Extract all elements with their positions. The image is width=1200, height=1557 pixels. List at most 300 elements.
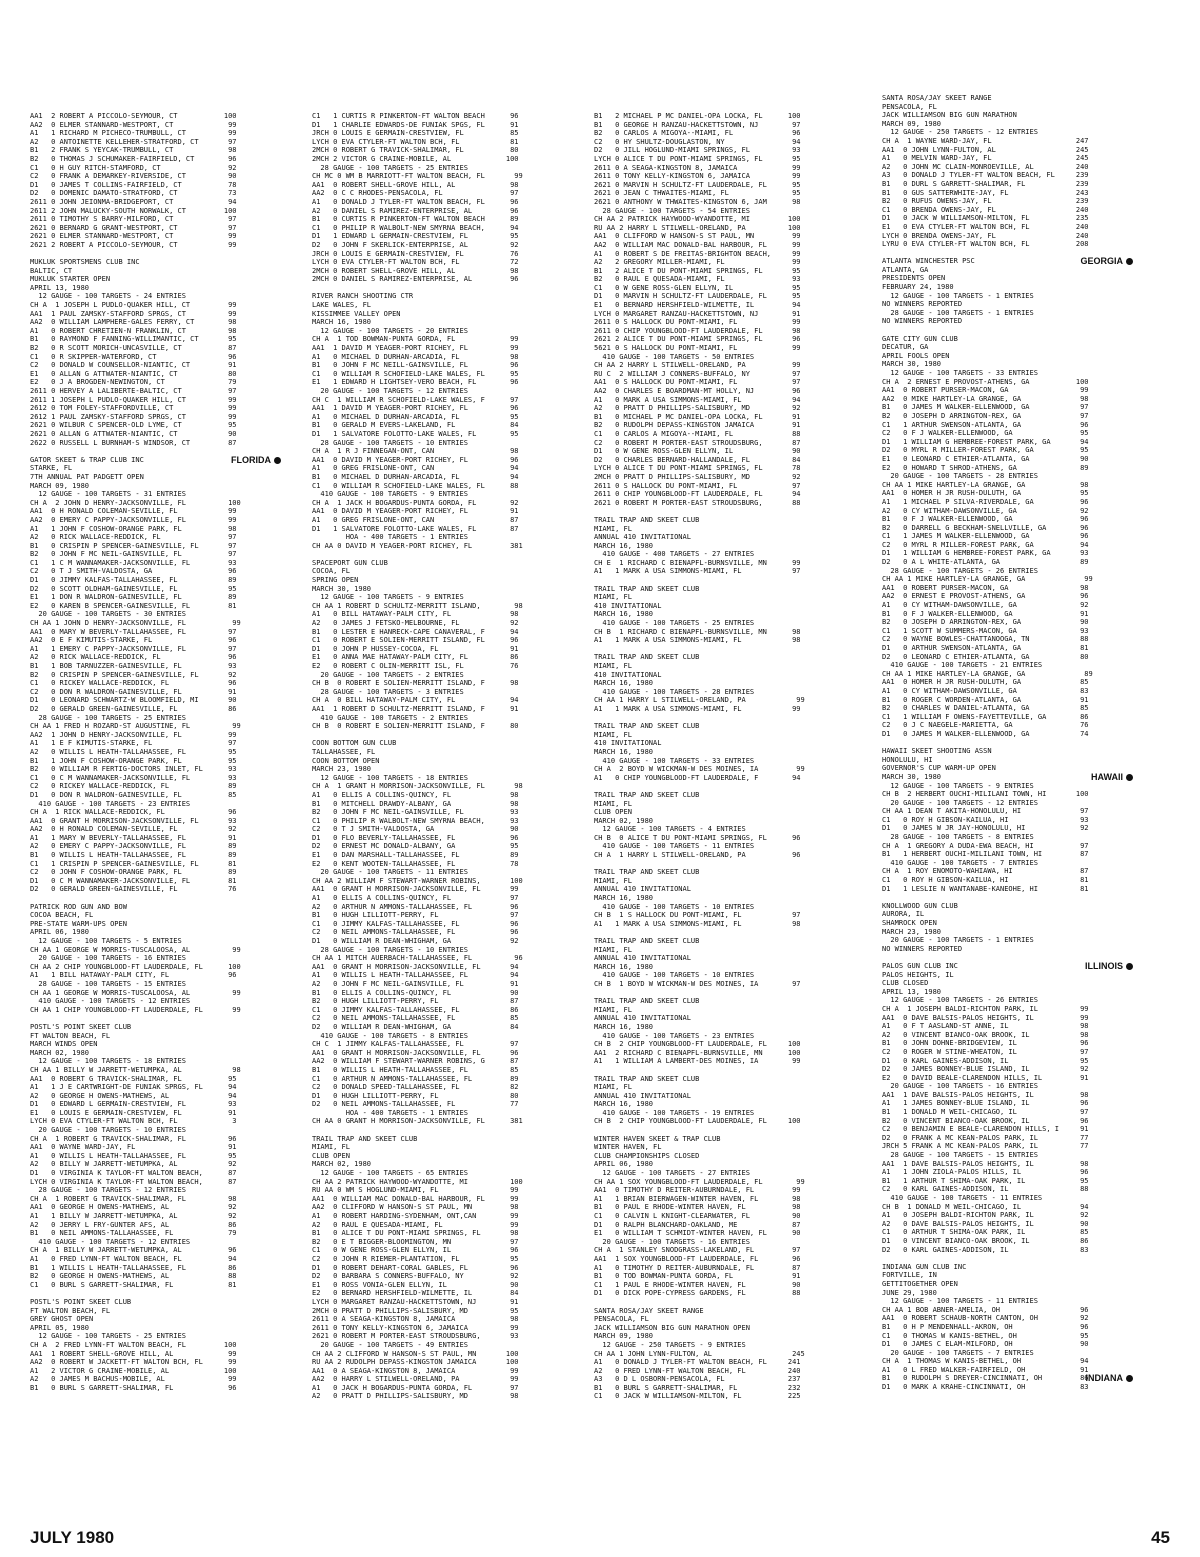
state-heading: INDIANA	[1086, 1374, 1134, 1383]
result-line: A1 0 ROBERT CHRETIEN-N FRANKLIN, CT 98	[30, 326, 237, 335]
result-line: 28 GAUGE - 100 TARGETS - 54 ENTRIES	[594, 206, 750, 215]
result-line: C2 0 ROGER W STINE-WHEATON, IL 97	[882, 1047, 1089, 1056]
result-line: B1 0 PAUL E RHODE-WINTER HAVEN, FL 98	[594, 1203, 801, 1212]
result-line: CH B 2 CHIP YOUNGBLOOD-FT LAUDERDALE, FL 100	[594, 1040, 801, 1049]
result-line: CH AA 1 GEORGE W MORRIS-TUSCALOOSA, AL 99	[30, 945, 241, 954]
result-line: 2621 0 ROBERT M PORTER-EAST STROUDSBURG, 88	[594, 498, 801, 507]
result-line: KISSIMMEE VALLEY OPEN	[312, 309, 401, 318]
result-line: A3 0 DONALD J TYLER-FT WALTON BEACH, FL 239	[882, 171, 1089, 180]
result-line: 20 GAUGE - 100 TARGETS - 28 ENTRIES	[882, 472, 1038, 481]
result-line: 28 GAUGE - 100 TARGETS - 1 ENTRIES	[882, 308, 1034, 317]
result-line: D2 0 JAMES BONNEY-BLUE ISLAND, IL 92	[882, 1065, 1089, 1074]
result-line: SHAMROCK OPEN	[882, 919, 937, 927]
result-line: A1 0 ROBERT S DE FREITAS-BRIGHTON BEACH, 99	[594, 249, 801, 258]
result-line: 12 GAUGE - 100 TARGETS - 27 ENTRIES	[594, 1169, 750, 1178]
result-line: PATRICK ROD GUN AND BOW	[30, 902, 127, 911]
result-line: CH B 0 ALICE T DU PONT-MIAMI SPRINGS, FL 96	[594, 833, 801, 842]
result-line: B2 0 THOMAS J SCHUMAKER-FAIRFIELD, CT 96	[30, 154, 237, 163]
result-line: AA2 0 MIKE HARTLEY-LA GRANGE, GA 98	[882, 394, 1089, 403]
result-line: ANNUAL 410 INVITATIONAL	[594, 533, 691, 542]
result-line: A1 0 BILL HATAWAY-PALM CITY, FL 98	[312, 610, 519, 619]
result-line: 410 GAUGE - 100 TARGETS - 8 ENTRIES	[312, 1031, 468, 1040]
result-line: B1 0 JOHN F MC NEILL-GAINSVILLE, FL 96	[312, 361, 519, 370]
result-line: CH A 1 HARRY L STILWELL-ORELAND, PA 96	[594, 851, 801, 860]
result-line: COON BOTTOM OPEN	[312, 756, 380, 765]
result-line: A2 0 RICK WALLACE-REDDICK, FL 97	[30, 533, 237, 542]
result-line: A1 1 MICHAEL P SILVA-RIVERDALE, GA 96	[882, 497, 1089, 506]
result-line: DECATUR, GA	[882, 343, 929, 352]
result-line: CH AA 1 MIKE HARTLEY-LA GRANGE, GA 89	[882, 669, 1093, 678]
result-line: AA2 0 HARRY L STILWELL-ORELAND, PA 99	[312, 1375, 519, 1384]
result-line: GREY GHOST OPEN	[30, 1315, 94, 1324]
result-line: A1 1 MARK A USA SIMMONS-MIAMI, FL 99	[594, 704, 801, 713]
result-line: C2 0 J C NAEGELE-MARIETTA, GA 76	[882, 721, 1089, 730]
result-line: D1 0 LEONARD SCHWARTZ-W BLOOMFIELD, MI 90	[30, 696, 237, 705]
result-line: B1 0 WILLIS L HEATH-TALLAHASSEE, FL 89	[30, 851, 237, 860]
result-line: B1 2 ALICE T DU PONT-MIAMI SPRINGS, FL 95	[594, 266, 801, 275]
result-line: E1 0 BERNARD HERSHFIELD-WILMETTE, IL 94	[594, 301, 801, 310]
result-line: 410 GAUGE - 100 TARGETS - 12 ENTRIES	[30, 1237, 191, 1246]
result-line: MARCH 09, 1980	[30, 481, 90, 490]
result-line: 410 GAUGE - 100 TARGETS - 25 ENTRIES	[594, 619, 755, 628]
result-line: C2 0 F J WALKER-ELLENWOOD, GA 95	[882, 429, 1089, 438]
result-line: CLUB CHAMPIONSHIPS CLOSED	[594, 1151, 700, 1160]
result-line: CH AA 1 MITCH AUERBACH-TALLAHASSEE, FL 96	[312, 954, 523, 963]
result-line: AA1 0 ROBERT SCHAUB-NORTH CANTON, OH 92	[882, 1314, 1089, 1323]
result-line: B2 0 RAUL E QUESADA-MIAMI, FL 93	[594, 275, 801, 284]
result-line: 410 GAUGE - 100 TARGETS - 10 ENTRIES	[594, 902, 755, 911]
result-line: AA1 0 DAVE BALSIS-PALOS HEIGHTS, IL 99	[882, 1013, 1089, 1022]
result-line: 20 GAUGE - 100 TARGETS - 16 ENTRIES	[594, 1237, 750, 1246]
result-line: CH AA 0 DAVID M YEAGER-PORT RICHEY, FL 381	[312, 541, 523, 550]
result-line: CH A 2 FRED LYNN-FT WALTON BEACH, FL 100	[30, 1340, 237, 1349]
result-line: GATE CITY GUN CLUB	[882, 334, 958, 343]
result-line: AA1 0 ROBERT PURSER-MACON, GA 99	[882, 386, 1089, 395]
result-line: A2 0 JOHN MC CLAIN-MONROEVILLE, AL 240	[882, 162, 1089, 171]
result-line: D2 0 NEIL AMMONS-TALLAHASSEE, FL 77	[312, 1100, 519, 1109]
result-line: AA1 0 GRANT H MORRISON-JACKSONVILLE, FL 99	[312, 885, 519, 894]
result-line: E2 0 ROBERT C OLIN-MERRITT ISL, FL 76	[312, 662, 519, 670]
result-line: MARCH 16, 1980	[594, 894, 654, 903]
result-line: E1 0 EVA CTYLER-FT WALTON BCH, FL 240	[882, 222, 1089, 231]
result-line: 410 INVITATIONAL	[594, 739, 662, 748]
result-line: B1 2 MICHAEL P MC DANIEL-OPA LOCKA, FL 100	[594, 112, 801, 120]
result-line: CH B 0 ROBERT E SOLIEN-MERRITT ISLAND, F 80	[312, 722, 519, 731]
result-line: CH A 2 JOHN D HENRY-JACKSONVILLE, FL 100	[30, 498, 241, 507]
result-line: AA2 0 CHARLES E BOARDMAN-MT HOLLY, NJ 96	[594, 387, 801, 395]
result-line: MIAMI, FL	[594, 593, 632, 602]
result-line: ATLANTA WINCHESTER PSC GEORGIA	[882, 257, 1137, 266]
result-line: A2 0 ARTHUR N AMMONS-TALLAHASSEE, FL 96	[312, 902, 519, 911]
result-line: E2 0 HOWARD T SHROD-ATHENS, GA 89	[882, 463, 1089, 472]
result-line: B1 1 BOB TARNUZZER-GAINESVILLE, FL 93	[30, 662, 237, 670]
result-line: 20 GAUGE - 100 TARGETS - 12 ENTRIES	[312, 387, 468, 395]
result-line: CH AA 2 CLIFFORD W HANSON-S ST PAUL, MN 100	[312, 1349, 519, 1358]
result-line: MIAMI, FL	[312, 1143, 350, 1152]
result-line: C1 0 WILLIAM R SCHOFIELD-LAKE WALES, FL 95	[312, 369, 519, 378]
result-line: C1 0 C M WANNAMAKER-JACKSONVILLE, FL 93	[30, 773, 237, 782]
result-line: B2 0 R SCOTT MORICH-UNCASVILLE, CT 87	[30, 344, 237, 353]
result-line: MARCH 09, 1980	[882, 119, 942, 128]
result-line: PALOS GUN CLUB INC ILLINOIS	[882, 962, 1137, 971]
result-line: 410 GAUGE - 100 TARGETS - 12 ENTRIES	[30, 997, 191, 1006]
result-line: A2 0 FRED LYNN-FT WALTON BEACH, FL 240	[594, 1366, 801, 1375]
result-line: E1 0 DAN MARSHALL-TALLAHASSEE, FL 89	[312, 851, 519, 860]
result-line: 2611 1 JOSEPH L PUDLO-QUAKER HILL, CT 99	[30, 395, 237, 404]
result-line: A1 0 WILLIS L HEATH-TALLAHASSEE, FL 95	[30, 1151, 237, 1160]
result-line: E2 0 DAVID BEALE-CLARENDON HILLS, IL 91	[882, 1073, 1089, 1082]
result-line: D1 1 SALVATORE FOLOTTO-LAKE WALES, FL 87	[312, 524, 519, 533]
result-line: C1 1 ARTHUR SWENSON-ATLANTA, GA 96	[882, 420, 1089, 429]
result-line: 2611 0 JOHN JEIONMA-BRIDGEPORT, CT 94	[30, 197, 237, 206]
result-line: INDIANA GUN CLUB INC	[882, 1262, 967, 1271]
result-line: 410 GAUGE - 100 TARGETS - 21 ENTRIES	[882, 661, 1043, 670]
result-line: C1 0 JIMMY KALFAS-TALLAHASSEE, FL 96	[312, 919, 519, 928]
result-line: C2 0 KARL GAINES-ADDISON, IL 88	[882, 1185, 1089, 1194]
result-line: A1 1 E F KIMUTIS-STARKE, FL 97	[30, 739, 237, 748]
result-line: 20 GAUGE - 100 TARGETS - 16 ENTRIES	[882, 1082, 1038, 1091]
result-line: RU AA 0 WM S HOGLUND-MIAMI, FL 99	[312, 1186, 519, 1195]
result-line: D1 1 CHARLIE EDWARDS-DE FUNIAK SPGS, FL 91	[312, 120, 519, 129]
result-line: MARCH 02, 1980	[30, 1048, 90, 1057]
result-line: A1 0 ELLIS A COLLINS-QUINCY, FL 98	[312, 790, 519, 799]
result-line: 20 GAUGE - 100 TARGETS - 11 ENTRIES	[312, 868, 468, 877]
result-line: C2 0 T J SMITH-VALDOSTA, GA 90	[312, 825, 519, 834]
result-line: MIAMI, FL	[594, 1005, 632, 1014]
result-line: CH AA 1 MIKE HARTLEY-LA GRANGE, GA 99	[882, 575, 1093, 584]
result-line: RU C 2 WILLIAM J CONNERS-BUFFALO, NY 97	[594, 369, 801, 378]
result-line: B2 0 JOSEPH D ARRINGTON-REX, GA 97	[882, 411, 1089, 420]
result-line: C2 0 WAYNE BOWLES-CHATTANOOGA, TN 88	[882, 635, 1089, 644]
result-line: 410 GAUGE - 100 TARGETS - 23 ENTRIES	[30, 799, 191, 808]
result-line: A2 0 DAVE BALSIS-PALOS HEIGHTS, IL 90	[882, 1219, 1089, 1228]
result-line: 12 GAUGE - 100 TARGETS - 20 ENTRIES	[312, 326, 468, 335]
result-line: D1 1 LESLIE N WANTANABE-KANEOHE, HI 81	[882, 884, 1089, 893]
result-line: LAKE WALES, FL	[312, 301, 372, 310]
result-line: TRAIL TRAP AND SKEET CLUB	[594, 868, 700, 877]
result-line: A2 0 JERRY L FRY-GUNTER AFS, AL 86	[30, 1220, 237, 1229]
result-line: D1 0 C M WANNAMAKER-JACKSONVILLE, FL 81	[30, 876, 237, 885]
result-line: 2621 0 ALLAN G ATTWATER-NIANTIC, CT 90	[30, 429, 237, 438]
result-line: AURORA, IL	[882, 910, 925, 919]
result-line: TRAIL TRAP AND SKEET CLUB	[594, 997, 700, 1006]
result-line: CH A 2 BOYD W WICKMAN-W DES MOINES, IA 99	[594, 765, 805, 774]
result-line: C2 0 JOHN R RIEMER-PLANTATION, FL 95	[312, 1254, 519, 1263]
result-line: 2611 0 CHIP YOUNGBLOOD-FT LAUDERDALE, FL 98	[594, 326, 801, 335]
result-line: APRIL 06, 1980	[30, 928, 90, 937]
result-line: C1 0 PHILIP R WALBOLT-NEW SMYRNA BEACH, 93	[312, 816, 519, 825]
result-line: 12 GAUGE - 100 TARGETS - 9 ENTRIES	[882, 781, 1034, 790]
result-line: MARCH 30, 1980	[882, 360, 942, 369]
result-line: MARCH 30, 1980	[312, 584, 372, 593]
result-line: D1 0 DICK POPE-CYPRESS GARDENS, FL 88	[594, 1289, 801, 1298]
result-line: B2 0 VINCENT BIANCO-OAK BROOK, IL 96	[882, 1116, 1089, 1125]
result-line: TRAIL TRAP AND SKEET CLUB	[594, 722, 700, 731]
result-line: CH AA 2 HARRY L STILWELL-ORELAND, PA 99	[594, 361, 801, 370]
result-line: MIAMI, FL	[594, 662, 632, 670]
result-line: RIVER RANCH SHOOTING CTR	[312, 292, 414, 301]
result-line: TRAIL TRAP AND SKEET CLUB	[594, 653, 700, 662]
result-line: C1 0 PHILIP R WALBOLT-NEW SMYRNA BEACH, 94	[312, 223, 519, 232]
result-line: A1 1 BILL HATAWAY-PALM CITY, FL 96	[30, 971, 237, 980]
result-line: 410 GAUGE - 100 TARGETS - 19 ENTRIES	[594, 1108, 755, 1117]
result-line: AA1 0 WAYNE WARD-JAY, FL 91	[30, 1143, 237, 1152]
result-line: B2 0 GEORGE H OWENS-MATHEWS, AL 88	[30, 1272, 237, 1281]
result-line: C1 1 SCOTT W SUMMERS-MACON, GA 93	[882, 626, 1089, 635]
result-line: B1 0 NEIL AMMONS-TALLAHASSEE, FL 79	[30, 1229, 237, 1238]
spacer-line	[594, 1298, 849, 1307]
result-line: C2 0 RICKEY WALLACE-REDDICK, FL 89	[30, 782, 237, 791]
result-line: D1 0 EDWARD L GERMAIN-CRESTVIEW, FL 93	[30, 1100, 237, 1109]
result-line: D2 0 ERNEST MC DONALD-ALBANY, GA 95	[312, 842, 519, 851]
result-line: AA1 1 ROBERT SHELL-GROVE HILL, AL 99	[30, 1349, 237, 1358]
result-line: LYCH 0 ALICE T DU PONT-MIAMI SPRINGS, FL 78	[594, 464, 801, 473]
result-line: 28 GAUGE - 100 TARGETS - 10 ENTRIES	[312, 945, 468, 954]
result-line: B2 0 CHARLES W DANIEL-ATLANTA, GA 85	[882, 704, 1089, 713]
result-line: 2611 0 A SEAGA-KINGSTON 8, JAMAICA 99	[594, 163, 801, 172]
result-line: 28 GAUGE - 100 TARGETS - 8 ENTRIES	[882, 833, 1034, 842]
result-line: A1 0 MARK A USA SIMMONS-MIAMI, FL 94	[594, 395, 801, 404]
result-line: LYCH 0 EVA CTYLER-FT WALTON BCH, FL 3	[30, 1117, 237, 1126]
result-line: POSTL'S POINT SKEET CLUB	[30, 1022, 132, 1031]
result-line: B1 1 DONALD M WEIL-CHICAGO, IL 97	[882, 1108, 1089, 1117]
result-line: C2 0 DONALD W COUNSELLOR-NIANTIC, CT 91	[30, 361, 237, 370]
result-line: RU AA 2 RUDOLPH DEPASS-KINGSTON JAMAICA 100	[312, 1358, 519, 1367]
result-line: AA1 0 DAVID M YEAGER-PORT RICHEY, FL 91	[312, 507, 519, 516]
result-line: C1 0 BURL S GARRETT-SHALIMAR, FL 81	[30, 1280, 237, 1289]
result-line: B1 0 GUS SATTERWHITE-JAY, FL 243	[882, 188, 1089, 197]
result-line: 2621 2 ROBERT A PICCOLO-SEYMOUR, CT 99	[30, 240, 237, 249]
result-line: B1 1 HERBERT OUCHI-MILILANI TOWN, HI 87	[882, 850, 1089, 859]
result-line: MARCH 09, 1980	[594, 1332, 654, 1341]
bullet-dot-icon	[1126, 774, 1133, 781]
result-line: A2 0 BILLY W JARRETT-WETUMPKA, AL 92	[30, 1160, 237, 1169]
result-line: C2 0 DONALD SPEED-TALLAHASSEE, FL 82	[312, 1083, 519, 1092]
result-line: A2 0 PRATT D PHILLIPS-SALISBURY, MD 92	[594, 404, 801, 413]
result-line: CH AA 1 FRED H ROZARD-ST AUGUSTINE, FL 99	[30, 722, 241, 731]
result-line: B2 0 DARRELL G BECKHAM-SNELLVILLE, GA 96	[882, 523, 1089, 532]
result-line: B2 0 JOSEPH D ARRINGTON-REX, GA 90	[882, 618, 1089, 627]
result-line: AA1 0 A SEAGA-KINGSTON 8, JAMAICA 99	[312, 1366, 519, 1375]
result-line: CH MC 0 WM B MARRIOTT-FT WALTON BEACH, FL 99	[312, 172, 523, 181]
spacer-line	[594, 782, 849, 791]
result-line: 28 GAUGE - 100 TARGETS - 25 ENTRIES	[312, 163, 468, 172]
result-line: 28 GAUGE - 100 TARGETS - 10 ENTRIES	[312, 438, 468, 447]
result-line: C2 0 DON R WALDRON-GAINESVILLE, FL 91	[30, 687, 237, 696]
result-line: CH B 2 HERBERT OUCHI-MILILANI TOWN, HI 100	[882, 790, 1089, 799]
result-line: C1 0 ROBERT E SOLIEN-MERRITT ISLAND, FL 96	[312, 636, 519, 645]
result-line: D1 1 SALVATORE FOLOTTO-LAKE WALES, FL 95	[312, 429, 519, 438]
results-column-4	[882, 94, 1137, 1392]
spacer-line	[30, 1014, 285, 1023]
result-line: CH AA 1 JOHN D HENRY-JACKSONVILLE, FL 99	[30, 619, 241, 628]
result-line: A1 0 CHIP YOUNGBLOOD-FT LAUDERDALE, F 94	[594, 773, 801, 782]
result-line: C1 0 JACK W WILLIAMSON-MILTON, FL 225	[594, 1392, 801, 1401]
result-line: 28 GAUGE - 100 TARGETS - 15 ENTRIES	[882, 1151, 1038, 1160]
result-line: B2 0 JOHN F MC NEIL-GAINSVILLE, FL 93	[312, 808, 519, 817]
result-line: D2 0 BARBARA S CONNERS-BUFFALO, NY 92	[312, 1272, 519, 1281]
result-line: JUNE 29, 1980	[882, 1288, 937, 1297]
result-line: 28 GAUGE - 100 TARGETS - 26 ENTRIES	[882, 566, 1038, 575]
result-line: COCOA, FL	[312, 567, 350, 576]
result-line: B1 2 FRANK S YEYCAK-TRUMBULL, CT 98	[30, 146, 237, 155]
result-line: A1 1 MARK A USA SIMMONS-MIAMI, FL 98	[594, 636, 801, 645]
result-line: AA1 0 GRANT H MORRISON-JACKSONVILLE, FL 93	[30, 816, 237, 825]
result-line: D1 1 EDWARD L GERMAIN-CRESTVIEW, FL 95	[312, 232, 519, 241]
result-line: D1 0 ARTHUR SWENSON-ATLANTA, GA 81	[882, 644, 1089, 652]
result-line: A2 0 JAMES M BACHUS-MOBILE, AL 99	[30, 1375, 237, 1384]
result-line: 410 GAUGE - 100 TARGETS - 7 ENTRIES	[882, 858, 1038, 867]
result-line: B1 1 ARTHUR T SHIMA-OAK PARK, IL 95	[882, 1176, 1089, 1185]
spacer-line	[594, 928, 849, 937]
result-line: POSTL'S POINT SKEET CLUB	[30, 1297, 132, 1306]
result-line: AA2 0 WILLIAM LAMPHERE-GALES FERRY, CT 98	[30, 318, 237, 327]
result-line: MARCH 16, 1980	[594, 962, 654, 971]
result-line: CLUB OPEN	[312, 1151, 350, 1160]
result-line: CH A 1 ROBERT G TRAVICK-SHALIMAR, FL 98	[30, 1194, 237, 1203]
result-line: B1 0 MICHAEL D DURHAN-ARCADIA, FL 94	[312, 472, 519, 481]
result-line: NO WINNERS REPORTED	[882, 317, 963, 326]
results-column-3	[594, 112, 849, 1401]
result-line: LYCH 0 MARGARET RANZAU-HACKETTSTOWN, NJ 91	[594, 309, 801, 318]
result-line: PENSACOLA, FL	[882, 102, 937, 111]
result-line: MARCH 30, 1980 HAWAII	[882, 773, 1137, 782]
result-line: HOA - 400 TARGETS - 1 ENTRIES	[312, 1108, 468, 1117]
result-line: A2 0 RAUL E QUESADA-MIAMI, FL 99	[312, 1220, 519, 1229]
result-line: 7TH ANNUAL PAT PADGETT OPEN	[30, 472, 144, 481]
result-line: B1 0 DURL S GARRETT-SHALIMAR, FL 239	[882, 179, 1089, 188]
result-line: LYCH 0 ALICE T DU PONT-MIAMI SPRINGS, FL 95	[594, 154, 801, 163]
result-line: 20 GAUGE - 100 TARGETS - 1 ENTRIES	[882, 936, 1034, 945]
result-line: CH AA 2 PATRICK HAYWOOD-WYANDOTTE, MI 100	[312, 1177, 523, 1186]
result-line: 410 INVITATIONAL	[594, 670, 662, 679]
result-line: D2 0 MYRL R MILLER-FOREST PARK, GA 95	[882, 446, 1089, 455]
result-line: D1 0 JIMMY KALFAS-TALLAHASSEE, FL 89	[30, 576, 237, 585]
result-line: 2611 0 TIMOTHY S BARRY-MILFORD, CT 97	[30, 215, 237, 224]
spacer-line	[594, 576, 849, 585]
result-line: B2 0 RUFUS OWENS-JAY, FL 239	[882, 197, 1089, 206]
spacer-line	[594, 714, 849, 723]
result-line: A2 0 PRATT D PHILLIPS-SALISBURY, MD 98	[312, 1392, 519, 1401]
result-line: SPACEPORT GUN CLUB	[312, 558, 388, 567]
result-line: CH C 1 WILLIAM R SCHOFIELD-LAKE WALES, F 97	[312, 395, 519, 404]
result-line: CH AA 2 PATRICK HAYWOOD-WYANDOTTE, MI 100	[594, 215, 801, 224]
result-line: CH A 1 JACK H BOGARDUS-PUNTA GORDA, FL 92	[312, 498, 519, 507]
result-line: CH A 1 RICK WALLACE-REDDICK, FL 96	[30, 808, 237, 817]
result-line: SPRING OPEN	[312, 576, 359, 585]
result-line: APRIL 06, 1980	[594, 1160, 654, 1169]
result-line: TRAIL TRAP AND SKEET CLUB	[594, 515, 700, 524]
result-line: 2621 2 ALICE T DU PONT-MIAMI SPRINGS, FL 96	[594, 335, 801, 344]
result-line: B1 0 F J WALKER-ELLENWOOD, GA 96	[882, 515, 1089, 524]
result-line: CH B 2 CHIP YOUNGBLOOD-FT LAUDERDALE, FL 100	[594, 1117, 801, 1126]
result-line: LYCH 0 BRENDA OWENS-JAY, FL 240	[882, 231, 1089, 240]
result-line: D1 0 VIRGINIA K TAYLOR-FT WALTON BEACH, 87	[30, 1169, 237, 1178]
result-line: CH A 1 ROBERT G TRAVICK-SHALIMAR, FL 96	[30, 1134, 237, 1143]
result-line: FT WALTON BEACH, FL	[30, 1031, 111, 1040]
result-line: CH B 1 S HALLOCK DU PONT-MIAMI, FL 97	[594, 911, 801, 920]
result-line: A1 1 JOHN ZIOLA-PALOS HILLS, IL 96	[882, 1168, 1089, 1177]
spacer-line	[594, 860, 849, 869]
result-line: A1 1 BRIAN BIERWAGEN-WINTER HAVEN, FL 98	[594, 1194, 801, 1203]
result-line: 20 GAUGE - 100 TARGETS - 30 ENTRIES	[30, 610, 186, 619]
result-line: 12 GAUGE - 100 TARGETS - 4 ENTRIES	[594, 825, 746, 834]
result-line: 2611 2 JOHN MALUCKY-SOUTH NORWALK, CT 100	[30, 206, 237, 215]
result-line: 410 GAUGE - 100 TARGETS - 33 ENTRIES	[594, 756, 755, 765]
result-line: B1 0 RUDOLPH S DREYER-CINCINNATI, OH 86	[882, 1374, 1089, 1383]
result-line: SANTA ROSA/JAY SKEET RANGE	[594, 1306, 704, 1315]
result-line: B1 0 GERALD M EVERS-LAKELAND, FL 84	[312, 421, 519, 430]
issue-date: JULY 1980	[30, 1528, 115, 1547]
result-line: A1 0 DONALD J TYLER-FT WALTON BEACH, FL 96	[312, 197, 519, 206]
result-line: 20 GAUGE - 100 TARGETS - 49 ENTRIES	[312, 1340, 468, 1349]
result-line: 12 GAUGE - 250 TARGETS - 12 ENTRIES	[882, 128, 1038, 137]
page-number: 45	[1151, 1528, 1170, 1547]
result-line: NO WINNERS REPORTED	[882, 944, 963, 953]
result-line: B1 0 TOD BOWMAN-PUNTA GORDA, FL 91	[594, 1272, 801, 1281]
result-line: CH AA 1 BILLY W JARRETT-WETUMPKA, AL 98	[30, 1065, 241, 1074]
result-line: CH AA 1 DEAN T AKITA-HONOLULU, HI 97	[882, 807, 1089, 816]
result-line: B1 0 ALICE T DU PONT-MIAMI SPRINGS, FL 98	[312, 1229, 519, 1238]
result-line: A2 0 RICK WALLACE-REDDICK, FL 96	[30, 653, 237, 662]
result-line: GATOR SKEET & TRAP CLUB INC FLORIDA	[30, 456, 285, 465]
result-line: C2 0 NEIL AMMONS-TALLAHASSEE, FL 85	[312, 1014, 519, 1023]
result-line: AA1 0 H RONALD COLEMAN-SEVILLE, FL 99	[30, 507, 237, 516]
result-line: 12 GAUGE - 100 TARGETS - 11 ENTRIES	[882, 1297, 1038, 1306]
result-line: B2 0 CRISPIN P SPENCER-GAINESVILLE, FL 92	[30, 670, 237, 679]
result-line: MIAMI, FL	[594, 524, 632, 533]
result-line: A1 0 CY WITHAM-DAWSONVILLE, GA 83	[882, 686, 1089, 695]
result-line: CH AA 1 SOX YOUNGBLOOD-FT LAUDERDALE, FL 99	[594, 1177, 805, 1186]
result-line: A1 0 ROBERT HARDING-SYDENHAM, ONT,CAN 99	[312, 1212, 519, 1220]
result-line: CH AA 1 JOHN LYNN-FULTON, AL 245	[594, 1349, 805, 1358]
result-line: A1 1 J E CARTWRIGHT-DE FUNIAK SPRGS, FL 94	[30, 1083, 237, 1092]
result-line: D1 0 KARL GAINES-ADDISON, IL 95	[882, 1056, 1089, 1065]
result-line: 2611 0 A SEAGA-KINGSTON 8, JAMAICA 98	[312, 1315, 519, 1324]
result-line: BALTIC, CT	[30, 266, 73, 275]
result-line: B1 0 JAMES M WALKER-ELLENWOOD, GA 97	[882, 403, 1089, 412]
result-line: LYCH 0 EVA CTYLER-FT WALTON BCH, FL 81	[312, 137, 519, 146]
result-line: B2 0 CARLOS A MIGOYA--MIAMI, FL 96	[594, 129, 801, 138]
result-line: 410 GAUGE - 100 TARGETS - 28 ENTRIES	[594, 687, 755, 696]
result-line: ATLANTA, GA	[882, 265, 929, 274]
result-line: E1 1 DON R WALDRON-GAINESVILLE, FL 89	[30, 593, 237, 602]
result-line: A2 0 DANIEL S RAMIREZ-ENTERPRISE, AL 96	[312, 206, 519, 215]
result-line: AA1 1 DAVID M YEAGER-PORT RICHEY, FL 96	[312, 404, 519, 413]
result-line: A1 0 MICHAEL D DURHAN-ARCADIA, FL 98	[312, 352, 519, 361]
result-line: A3 0 D L OSBORN-PENSACOLA, FL 237	[594, 1375, 801, 1384]
result-line: ANNUAL 410 INVITATIONAL	[594, 1014, 691, 1023]
result-line: B2 0 HUGH LILLIOTT-PERRY, FL 87	[312, 997, 519, 1006]
result-line: AA2 0 CLIFFORD W HANSON-S ST PAUL, MN 98	[312, 1203, 519, 1212]
result-line: A1 0 ELLIS A COLLINS-QUINCY, FL 97	[312, 894, 519, 903]
result-line: B2 0 RUDOLPH DEPASS-KINGSTON JAMAICA 91	[594, 421, 801, 430]
result-line: 2621 0 BERNARD G GRANT-WESTPORT, CT 97	[30, 223, 237, 232]
result-line: D1 0 W GENE ROSS-GLEN ELLYN, IL 90	[594, 447, 801, 456]
result-line: AA1 0 ROBERT SHELL-GROVE HILL, AL 98	[312, 180, 519, 189]
result-line: 2611 0 S HALLOCK DU PONT-MIAMI, FL 99	[594, 318, 801, 327]
result-line: E2 0 BERNARD HERSHFIELD-WILMETTE, IL 84	[312, 1289, 519, 1298]
result-line: TRAIL TRAP AND SKEET CLUB	[312, 1134, 418, 1143]
result-line: AA1 0 GEORGE H OWENS-MATHEWS, AL 92	[30, 1203, 237, 1212]
result-line: 20 GAUGE - 100 TARGETS - 7 ENTRIES	[882, 1348, 1034, 1357]
result-line: CLUB OPEN	[594, 808, 632, 817]
result-line: D2 0 LEONARD C ETHIER-ATLANTA, GA 80	[882, 652, 1089, 661]
result-line: C2 0 MYRL R MILLER-FOREST PARK, GA 94	[882, 540, 1089, 549]
result-line: MIAMI, FL	[594, 1083, 632, 1092]
result-line: 410 INVITATIONAL	[594, 601, 662, 610]
result-line: MARCH 16, 1980	[594, 747, 654, 756]
